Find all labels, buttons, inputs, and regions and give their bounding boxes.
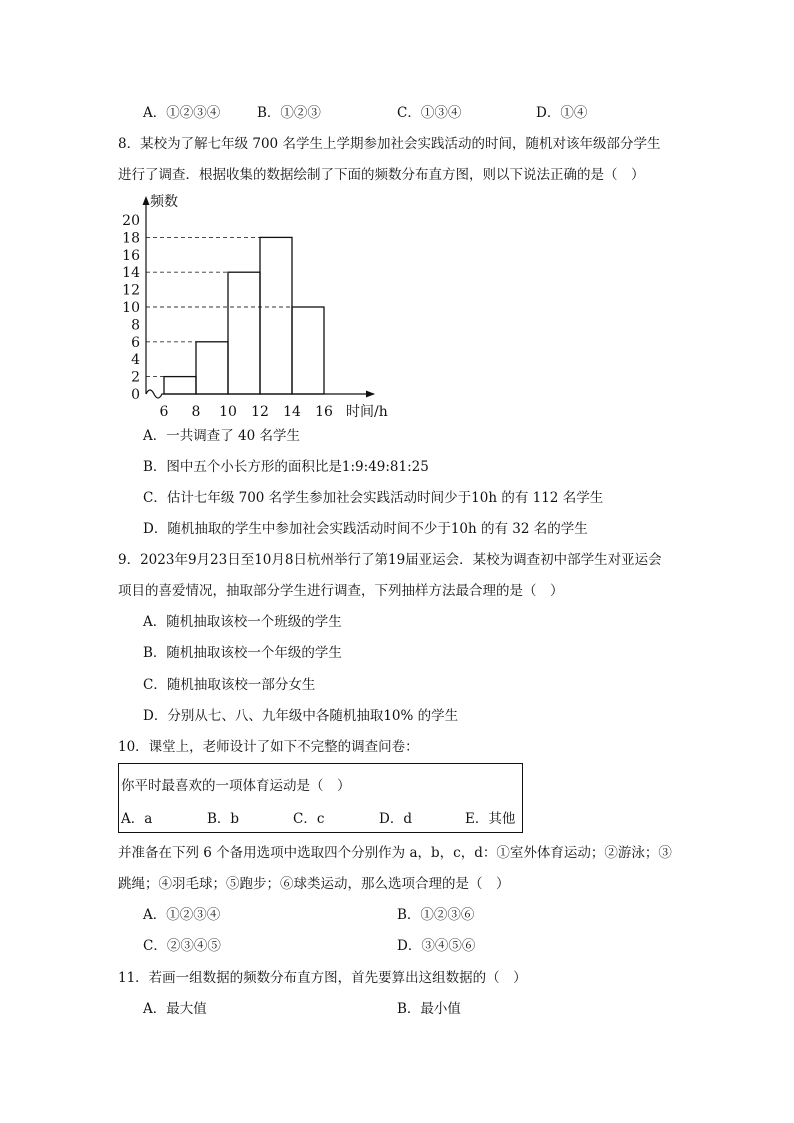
survey-questionnaire-box xyxy=(118,763,523,833)
q7-option-c[interactable]: C．①③④ xyxy=(397,105,462,121)
survey-choice-b: B．b xyxy=(207,811,240,827)
q9-option-b[interactable]: B．随机抽取该校一个年级的学生 xyxy=(143,645,342,661)
y-tick-label-12: 12 xyxy=(122,282,140,299)
survey-question: 你平时最喜欢的一项体育运动是（ ） xyxy=(121,778,351,794)
q10-stem: 10．课堂上，老师设计了如下不完整的调查问卷： xyxy=(118,739,419,755)
survey-choice-e: E．其他 xyxy=(465,811,516,827)
histogram-marks xyxy=(122,193,388,420)
y-tick-label-18: 18 xyxy=(122,230,140,247)
y-tick-label-16: 16 xyxy=(122,247,140,264)
q7-option-a[interactable]: A．①②③④ xyxy=(143,105,221,121)
q9-stem-line-1: 9．2023年9月23日至10月8日杭州举行了第19届亚运会．某校为调查初中部学生对亚运会 xyxy=(118,552,662,568)
bar-10-12 xyxy=(228,272,260,394)
q10-option-c[interactable]: C．②③④⑤ xyxy=(143,938,221,954)
x-tick-label-10: 10 xyxy=(219,404,237,420)
q11-option-b[interactable]: B．最小值 xyxy=(397,1001,461,1017)
q7-option-d[interactable]: D．①④ xyxy=(536,105,588,121)
q9-option-d[interactable]: D．分别从七、八、九年级中各随机抽取10% 的学生 xyxy=(143,708,459,724)
q9-option-a[interactable]: A．随机抽取该校一个班级的学生 xyxy=(143,614,342,630)
q8-option-b[interactable]: B．图中五个小长方形的面积比是1:9:49:81:25 xyxy=(143,459,429,475)
q10-option-b[interactable]: B．①②③⑥ xyxy=(397,907,475,923)
x-tick-label-16: 16 xyxy=(315,404,333,420)
q10-option-d[interactable]: D．③④⑤⑥ xyxy=(397,938,476,954)
bar-8-10 xyxy=(196,342,228,394)
q10-text-line-2: 跳绳；④羽毛球；⑤跑步；⑥球类运动，那么选项合理的是（ ） xyxy=(118,876,510,892)
q8-option-d[interactable]: D．随机抽取的学生中参加社会实践活动时间不少于10h 的有 32 名的学生 xyxy=(143,521,588,537)
survey-choice-a: A．a xyxy=(121,811,153,827)
y-axis-label: 频数 xyxy=(150,194,178,210)
q11-option-a[interactable]: A．最大值 xyxy=(143,1001,207,1017)
y-tick-label-20: 20 xyxy=(122,213,140,229)
bar-14-16 xyxy=(292,307,324,394)
x-tick-label-14: 14 xyxy=(283,404,301,420)
x-tick-label-6: 6 xyxy=(159,404,169,420)
q8-stem-line-1: 8．某校为了解七年级 700 名学生上学期参加社会实践活动的时间，随机对该年级部分学生 xyxy=(118,136,661,152)
q10-text-line-1: 并准备在下列 6 个备用选项中选取四个分别作为 a，b，c，d：①室外体育运动；②游泳；③ xyxy=(118,845,672,861)
q8-option-a[interactable]: A．一共调查了 40 名学生 xyxy=(143,428,301,444)
x-axis-label: 时间/h xyxy=(346,404,388,420)
y-tick-label-10: 10 xyxy=(122,300,140,316)
q8-stem-line-2: 进行了调查．根据收集的数据绘制了下面的频数分布直方图，则以下说法正确的是（ ） xyxy=(118,167,645,183)
q8-option-c[interactable]: C．估计七年级 700 名学生参加社会实践活动时间少于10h 的有 112 名学生 xyxy=(143,490,604,506)
q9-stem-line-2: 项目的喜爱情况，抽取部分学生进行调查，下列抽样方法最合理的是（ ） xyxy=(118,583,564,599)
q7-option-b[interactable]: B．①②③ xyxy=(257,105,321,121)
x-tick-label-12: 12 xyxy=(251,404,269,420)
q10-option-a[interactable]: A．①②③④ xyxy=(143,907,221,923)
bar-6-8 xyxy=(164,377,196,394)
survey-choice-d: D．d xyxy=(379,811,412,827)
y-tick-label-2: 2 xyxy=(131,369,140,386)
y-tick-label-6: 6 xyxy=(131,334,140,351)
q9-option-c[interactable]: C．随机抽取该校一部分女生 xyxy=(143,677,316,693)
y-tick-label-4: 4 xyxy=(131,352,140,369)
y-tick-label-0: 0 xyxy=(131,387,140,403)
x-tick-label-8: 8 xyxy=(191,404,201,420)
y-tick-label-8: 8 xyxy=(131,317,140,334)
survey-choice-c: C．c xyxy=(293,811,325,827)
frequency-histogram xyxy=(116,190,406,420)
y-axis-arrow xyxy=(143,196,150,205)
q11-stem: 11．若画一组数据的频数分布直方图，首先要算出这组数据的（ ） xyxy=(118,970,527,986)
x-axis-arrow xyxy=(366,391,375,398)
y-tick-label-14: 14 xyxy=(122,265,140,282)
bar-12-14 xyxy=(260,237,292,394)
